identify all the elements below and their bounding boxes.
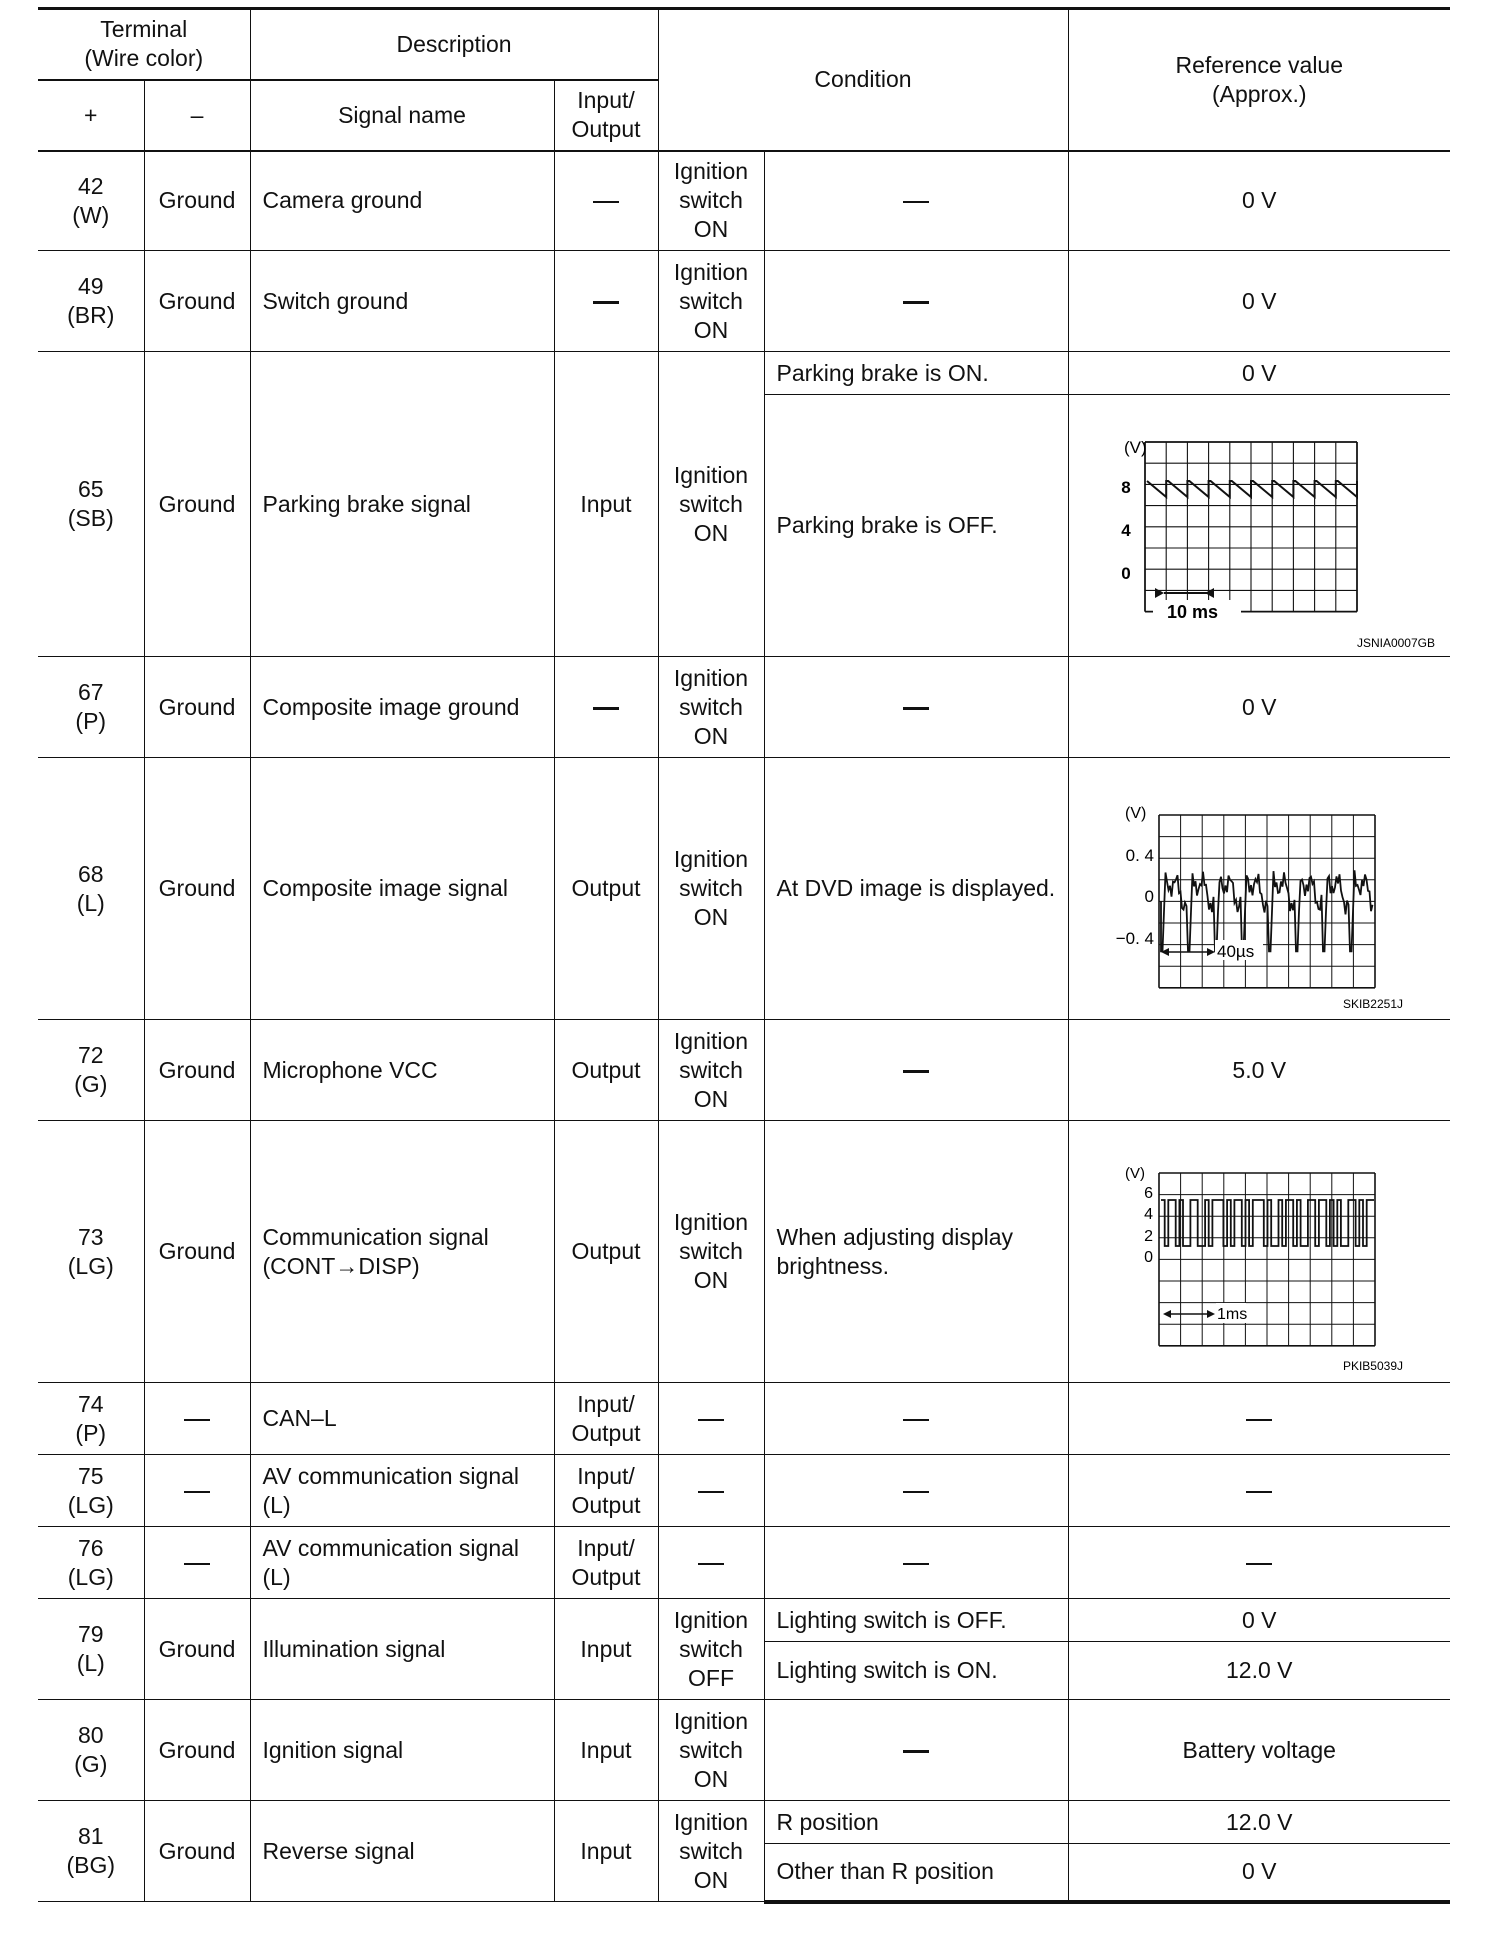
- dash-mark: [184, 1563, 210, 1566]
- ignition-cell: Ignition switch ON: [658, 151, 764, 251]
- condition-cell: Parking brake is OFF.: [764, 395, 1068, 657]
- dash-mark: [903, 1750, 929, 1753]
- minus-cell: [144, 1383, 250, 1455]
- table-row: [38, 657, 1450, 758]
- dash-mark: [184, 1419, 210, 1422]
- io-cell: Output: [554, 1020, 658, 1121]
- header-signal-name: Signal name: [250, 80, 554, 151]
- minus-cell: Ground: [144, 657, 250, 758]
- arrow-head: [1207, 1310, 1215, 1318]
- value-cell: [1068, 1455, 1450, 1527]
- table-row: [38, 352, 1450, 395]
- waveform-y-tick: −0. 4: [1115, 928, 1154, 948]
- terminal-cell: 80 (G): [38, 1700, 144, 1801]
- value-cell: 0 V: [1068, 1599, 1450, 1642]
- communication-waveform-cell: [1068, 1121, 1450, 1383]
- terminal-cell: 76 (LG): [38, 1527, 144, 1599]
- dash-mark: [903, 1070, 929, 1073]
- arrow-head: [1163, 1310, 1171, 1318]
- arrow-head: [1207, 948, 1215, 956]
- condition-cell: At DVD image is displayed.: [764, 758, 1068, 1020]
- value-cell: 0 V: [1068, 352, 1450, 395]
- condition-cell: [764, 1527, 1068, 1599]
- signal-name-cell: Reverse signal: [250, 1801, 554, 1902]
- table-row: [38, 151, 1450, 251]
- condition-cell: Lighting switch is OFF.: [764, 1599, 1068, 1642]
- minus-cell: Ground: [144, 1801, 250, 1902]
- terminal-cell: 79 (L): [38, 1599, 144, 1700]
- dash-mark: [1246, 1419, 1272, 1422]
- signal-name-cell: Switch ground: [250, 251, 554, 352]
- terminal-cell: 81 (BG): [38, 1801, 144, 1902]
- signal-name-cell: Microphone VCC: [250, 1020, 554, 1121]
- waveform-y-tick: 0: [1120, 563, 1131, 583]
- condition-cell: [764, 1020, 1068, 1121]
- dash-mark: [903, 1491, 929, 1494]
- minus-cell: Ground: [144, 352, 250, 657]
- table-row: [38, 1121, 1450, 1383]
- waveform-trace: [1161, 1200, 1374, 1246]
- io-cell: Output: [554, 758, 658, 1020]
- signal-name-cell: AV communication signal (L): [250, 1527, 554, 1599]
- waveform-y-tick: 6: [1143, 1184, 1153, 1202]
- ignition-cell: Ignition switch ON: [658, 1801, 764, 1902]
- dash-mark: [593, 201, 619, 204]
- table-row: [38, 1599, 1450, 1642]
- waveform-unit: (V): [1124, 1164, 1145, 1182]
- value-cell: [1068, 1527, 1450, 1599]
- dash-mark: [184, 1491, 210, 1494]
- ignition-cell: Ignition switch ON: [658, 352, 764, 657]
- minus-cell: Ground: [144, 758, 250, 1020]
- terminal-cell: 42 (W): [38, 151, 144, 251]
- waveform-unit: (V): [1123, 437, 1147, 457]
- waveform-y-tick: 8: [1120, 477, 1131, 497]
- dash-mark: [593, 301, 619, 304]
- minus-cell: Ground: [144, 251, 250, 352]
- dash-mark: [593, 707, 619, 710]
- ignition-cell: Ignition switch ON: [658, 1020, 764, 1121]
- ignition-cell: Ignition switch ON: [658, 1700, 764, 1801]
- waveform-trace: [1147, 481, 1357, 497]
- io-cell: Input: [554, 1700, 658, 1801]
- condition-cell: Lighting switch is ON.: [764, 1642, 1068, 1700]
- table-row: [38, 251, 1450, 352]
- table-row: [38, 1527, 1450, 1599]
- figure-code: PKIB5039J: [1342, 1358, 1403, 1373]
- condition-cell: [764, 251, 1068, 352]
- header-minus: –: [144, 80, 250, 151]
- parking-brake-waveform: [1069, 397, 1449, 655]
- minus-cell: Ground: [144, 151, 250, 251]
- header-input-output: Input/ Output: [554, 80, 658, 151]
- minus-cell: Ground: [144, 1599, 250, 1700]
- ignition-cell: [658, 1455, 764, 1527]
- condition-cell: [764, 1700, 1068, 1801]
- dash-mark: [1246, 1491, 1272, 1494]
- waveform-time-scale: 1ms: [1216, 1305, 1247, 1323]
- condition-cell: [764, 1383, 1068, 1455]
- ignition-cell: [658, 1527, 764, 1599]
- value-cell: Battery voltage: [1068, 1700, 1450, 1801]
- signal-name-cell: Communication signal (CONT→DISP): [250, 1121, 554, 1383]
- table-row: [38, 1020, 1450, 1121]
- waveform-y-tick: 4: [1120, 520, 1131, 540]
- minus-cell: [144, 1455, 250, 1527]
- signal-name-cell: Composite image ground: [250, 657, 554, 758]
- arrow-head: [1205, 588, 1214, 598]
- condition-cell: [764, 1455, 1068, 1527]
- parking-brake-waveform-cell: [1068, 395, 1450, 657]
- ignition-cell: Ignition switch ON: [658, 758, 764, 1020]
- dash-mark: [903, 1563, 929, 1566]
- waveform-y-tick: 2: [1143, 1227, 1153, 1245]
- arrow-head: [1155, 588, 1164, 598]
- waveform-grid: [1159, 1173, 1375, 1346]
- composite-image-waveform: [1069, 760, 1449, 1018]
- figure-code: SKIB2251J: [1342, 996, 1403, 1011]
- io-cell: Output: [554, 1121, 658, 1383]
- waveform-y-tick: 0: [1144, 886, 1154, 906]
- signal-name-cell: AV communication signal (L): [250, 1455, 554, 1527]
- condition-cell: Parking brake is ON.: [764, 352, 1068, 395]
- io-cell: Input: [554, 1599, 658, 1700]
- io-cell: Input/ Output: [554, 1527, 658, 1599]
- io-cell: [554, 251, 658, 352]
- io-cell: Input/ Output: [554, 1383, 658, 1455]
- composite-image-waveform-cell: [1068, 758, 1450, 1020]
- condition-cell: Other than R position: [764, 1844, 1068, 1902]
- waveform-y-tick: 4: [1143, 1205, 1153, 1223]
- dash-mark: [698, 1491, 724, 1494]
- waveform-unit: (V): [1124, 804, 1146, 822]
- value-cell: [1068, 1383, 1450, 1455]
- table-row: [38, 1700, 1450, 1801]
- condition-cell: R position: [764, 1801, 1068, 1844]
- minus-cell: [144, 1527, 250, 1599]
- terminal-cell: 74 (P): [38, 1383, 144, 1455]
- terminal-cell: 73 (LG): [38, 1121, 144, 1383]
- value-cell: 0 V: [1068, 251, 1450, 352]
- header-plus: +: [38, 80, 144, 151]
- terminal-cell: 72 (G): [38, 1020, 144, 1121]
- communication-waveform: [1069, 1123, 1449, 1381]
- waveform-y-tick: 0: [1143, 1248, 1153, 1266]
- ignition-cell: Ignition switch ON: [658, 251, 764, 352]
- condition-cell: [764, 657, 1068, 758]
- minus-cell: Ground: [144, 1121, 250, 1383]
- io-cell: Input/ Output: [554, 1455, 658, 1527]
- waveform-grid: [1145, 442, 1357, 612]
- terminal-spec-table: [38, 7, 1450, 1904]
- value-cell: 0 V: [1068, 1844, 1450, 1902]
- table-row: [38, 758, 1450, 1020]
- io-cell: [554, 151, 658, 251]
- waveform-y-tick: 0. 4: [1125, 845, 1154, 865]
- table-row: [38, 1801, 1450, 1844]
- terminal-cell: 68 (L): [38, 758, 144, 1020]
- io-cell: [554, 657, 658, 758]
- signal-name-cell: Illumination signal: [250, 1599, 554, 1700]
- header-description: Description: [250, 9, 658, 80]
- header-reference-value: Reference value (Approx.): [1068, 9, 1450, 151]
- header-terminal: Terminal (Wire color): [38, 9, 250, 80]
- ignition-cell: Ignition switch ON: [658, 1121, 764, 1383]
- value-cell: 5.0 V: [1068, 1020, 1450, 1121]
- terminal-cell: 75 (LG): [38, 1455, 144, 1527]
- signal-name-cell: Parking brake signal: [250, 352, 554, 657]
- value-cell: 0 V: [1068, 151, 1450, 251]
- waveform-time-scale: 40µs: [1216, 941, 1254, 961]
- figure-code: JSNIA0007GB: [1356, 635, 1435, 650]
- terminal-cell: 67 (P): [38, 657, 144, 758]
- value-cell: 12.0 V: [1068, 1642, 1450, 1700]
- dash-mark: [903, 1419, 929, 1422]
- minus-cell: Ground: [144, 1020, 250, 1121]
- table-row: [38, 1383, 1450, 1455]
- dash-mark: [903, 301, 929, 304]
- minus-cell: Ground: [144, 1700, 250, 1801]
- signal-name-cell: Composite image signal: [250, 758, 554, 1020]
- dash-mark: [1246, 1563, 1272, 1566]
- dash-mark: [698, 1563, 724, 1566]
- io-cell: Input: [554, 1801, 658, 1902]
- signal-name-cell: Ignition signal: [250, 1700, 554, 1801]
- header-condition: Condition: [658, 9, 1068, 151]
- signal-name-cell: CAN–L: [250, 1383, 554, 1455]
- io-cell: Input: [554, 352, 658, 657]
- dash-mark: [903, 201, 929, 204]
- condition-cell: [764, 151, 1068, 251]
- dash-mark: [903, 707, 929, 710]
- waveform-time-scale: 10 ms: [1166, 601, 1218, 622]
- condition-cell: When adjusting display brightness.: [764, 1121, 1068, 1383]
- ignition-cell: Ignition switch OFF: [658, 1599, 764, 1700]
- terminal-cell: 49 (BR): [38, 251, 144, 352]
- table-row: [38, 1455, 1450, 1527]
- signal-name-cell: Camera ground: [250, 151, 554, 251]
- ignition-cell: Ignition switch ON: [658, 657, 764, 758]
- dash-mark: [698, 1419, 724, 1422]
- terminal-cell: 65 (SB): [38, 352, 144, 657]
- ignition-cell: [658, 1383, 764, 1455]
- value-cell: 0 V: [1068, 657, 1450, 758]
- value-cell: 12.0 V: [1068, 1801, 1450, 1844]
